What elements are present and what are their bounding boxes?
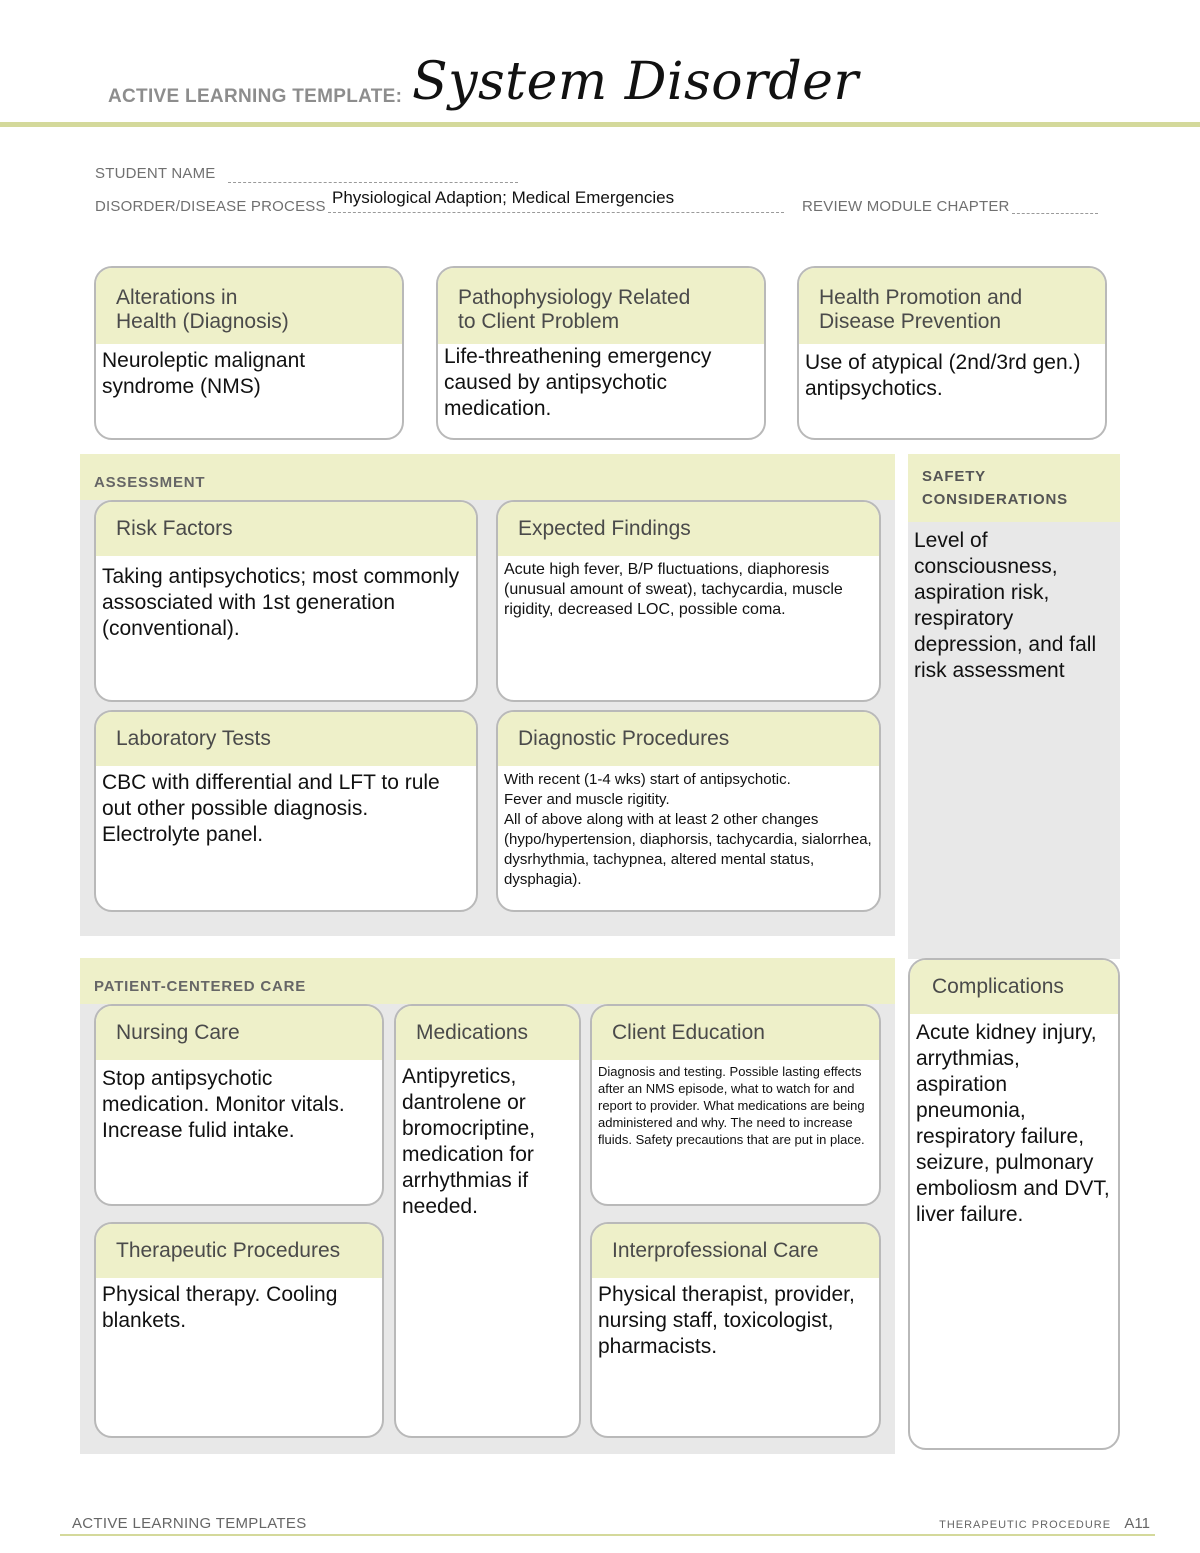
medications-box[interactable] <box>394 1004 581 1438</box>
health-promotion-text: Use of atypical (2nd/3rd gen.) antipsychotics. <box>805 351 1081 400</box>
health-promotion-title-2: Disease Prevention <box>819 310 1002 333</box>
complications-box[interactable] <box>908 958 1120 1450</box>
safety-label-2: CONSIDERATIONS <box>922 491 1068 508</box>
footer-section-label: THERAPEUTIC PROCEDURE <box>939 1519 1112 1531</box>
laboratory-tests-text: CBC with differential and LFT to rule out other possible diagnosis. Electrolyte panel. <box>102 771 440 846</box>
pathophysiology-title-1: Pathophysiology Related <box>458 286 691 309</box>
nursing-care-box[interactable] <box>94 1004 384 1206</box>
risk-factors-box[interactable] <box>94 500 478 702</box>
nursing-care-heading <box>96 1006 382 1060</box>
complications-title: Complications <box>932 975 1064 998</box>
footer-divider <box>60 1534 1155 1536</box>
complications-heading <box>910 960 1118 1014</box>
medications-text: Antipyretics, dantrolene or bromocriptine, medication for arrhythmias if needed. <box>402 1065 536 1218</box>
disorder-label: DISORDER/DISEASE PROCESS <box>95 198 326 215</box>
nursing-care-text: Stop antipsychotic medication. Monitor vitals. Increase fulid intake. <box>102 1067 345 1142</box>
pathophysiology-heading <box>438 268 764 344</box>
diagnostic-line-3: All of above along with at least 2 other changes (hypo/hypertension, diaphorsis, tachycardia, sialorrhea, dysrhythmia, tachypnea, altered mental status, dysphagia). <box>504 811 872 888</box>
therapeutic-procedures-text: Physical therapy. Cooling blankets. <box>102 1283 338 1332</box>
expected-findings-text: Acute high fever, B/P fluctuations, diaphoresis (unusual amount of sweat), tachycardia, muscle rigidity, decreased LOC, possible coma. <box>504 561 843 618</box>
header-divider <box>0 122 1200 127</box>
footer-right <box>939 1515 1150 1532</box>
diagnostic-procedures-text <box>498 766 879 890</box>
client-education-text: Diagnosis and testing. Possible lasting effects after an NMS episode, what to watch for and report to provider. What medications are being administered and why. The need to increase fluids. Safety precautions that are put in place. <box>598 1064 865 1147</box>
therapeutic-procedures-box[interactable] <box>94 1222 384 1438</box>
footer-left-label: ACTIVE LEARNING TEMPLATES <box>72 1515 307 1532</box>
alterations-title-2: Health (Diagnosis) <box>116 310 289 333</box>
safety-heading <box>908 454 1120 522</box>
laboratory-tests-box[interactable] <box>94 710 478 912</box>
safety-panel <box>908 454 1120 959</box>
risk-factors-title: Risk Factors <box>116 517 233 540</box>
diagnostic-line-2: Fever and muscle rigitity. <box>504 791 670 808</box>
client-education-title: Client Education <box>612 1021 765 1044</box>
interprofessional-care-box[interactable] <box>590 1222 881 1438</box>
expected-findings-box[interactable] <box>496 500 881 702</box>
therapeutic-procedures-title: Therapeutic Procedures <box>116 1239 341 1262</box>
disorder-value: Physiological Adaption; Medical Emergencies <box>332 188 675 207</box>
alterations-title-1: Alterations in <box>116 286 238 309</box>
student-name-field[interactable] <box>228 166 518 183</box>
client-education-box[interactable] <box>590 1004 881 1206</box>
pcc-label: PATIENT-CENTERED CARE <box>94 978 307 995</box>
laboratory-tests-heading <box>96 712 476 766</box>
student-name-label: STUDENT NAME <box>95 165 216 182</box>
pathophysiology-box[interactable] <box>436 266 766 440</box>
pathophysiology-title-2: to Client Problem <box>458 310 620 333</box>
risk-factors-heading <box>96 502 476 556</box>
review-module-label: REVIEW MODULE CHAPTER <box>802 198 1010 215</box>
complications-text: Acute kidney injury, arrythmias, aspiration pneumonia, respiratory failure, seizure, pulmonary emboliosm and DVT, liver failure. <box>916 1021 1110 1226</box>
risk-factors-text: Taking antipsychotics; most commonly assosciated with 1st generation (conventional). <box>102 565 460 640</box>
template-label: ACTIVE LEARNING TEMPLATE: <box>108 86 403 107</box>
alterations-heading <box>96 268 402 344</box>
interprofessional-care-title: Interprofessional Care <box>612 1239 819 1262</box>
review-module-field[interactable] <box>1012 198 1098 214</box>
nursing-care-title: Nursing Care <box>116 1021 240 1044</box>
diagnostic-procedures-heading <box>498 712 879 766</box>
safety-label-1: SAFETY <box>922 468 986 485</box>
diagnostic-procedures-box[interactable] <box>496 710 881 912</box>
interprofessional-care-heading <box>592 1224 879 1278</box>
therapeutic-procedures-heading <box>96 1224 382 1278</box>
safety-text: Level of consciousness, aspiration risk, respiratory depression, and fall risk assessment <box>914 529 1097 682</box>
expected-findings-title: Expected Findings <box>518 517 691 540</box>
alterations-box[interactable] <box>94 266 404 440</box>
assessment-label: ASSESSMENT <box>94 474 206 491</box>
interprofessional-care-text: Physical therapist, provider, nursing staff, toxicologist, pharmacists. <box>598 1283 855 1358</box>
medications-title: Medications <box>416 1021 529 1044</box>
diagnostic-line-1: With recent (1-4 wks) start of antipsychotic. <box>504 771 791 788</box>
expected-findings-heading <box>498 502 879 556</box>
diagnostic-procedures-title: Diagnostic Procedures <box>518 727 730 750</box>
pathophysiology-text: Life-threathening emergency caused by antipsychotic medication. <box>444 345 712 420</box>
laboratory-tests-title: Laboratory Tests <box>116 727 271 750</box>
health-promotion-title-1: Health Promotion and <box>819 286 1023 309</box>
footer-page-number: A11 <box>1124 1515 1150 1532</box>
medications-heading <box>396 1006 579 1060</box>
client-education-heading <box>592 1006 879 1060</box>
health-promotion-box[interactable] <box>797 266 1107 440</box>
alterations-text: Neuroleptic malignant syndrome (NMS) <box>102 349 306 398</box>
health-promotion-heading <box>799 268 1105 344</box>
page-title: System Disorder <box>412 52 859 112</box>
disorder-field[interactable] <box>328 186 784 213</box>
